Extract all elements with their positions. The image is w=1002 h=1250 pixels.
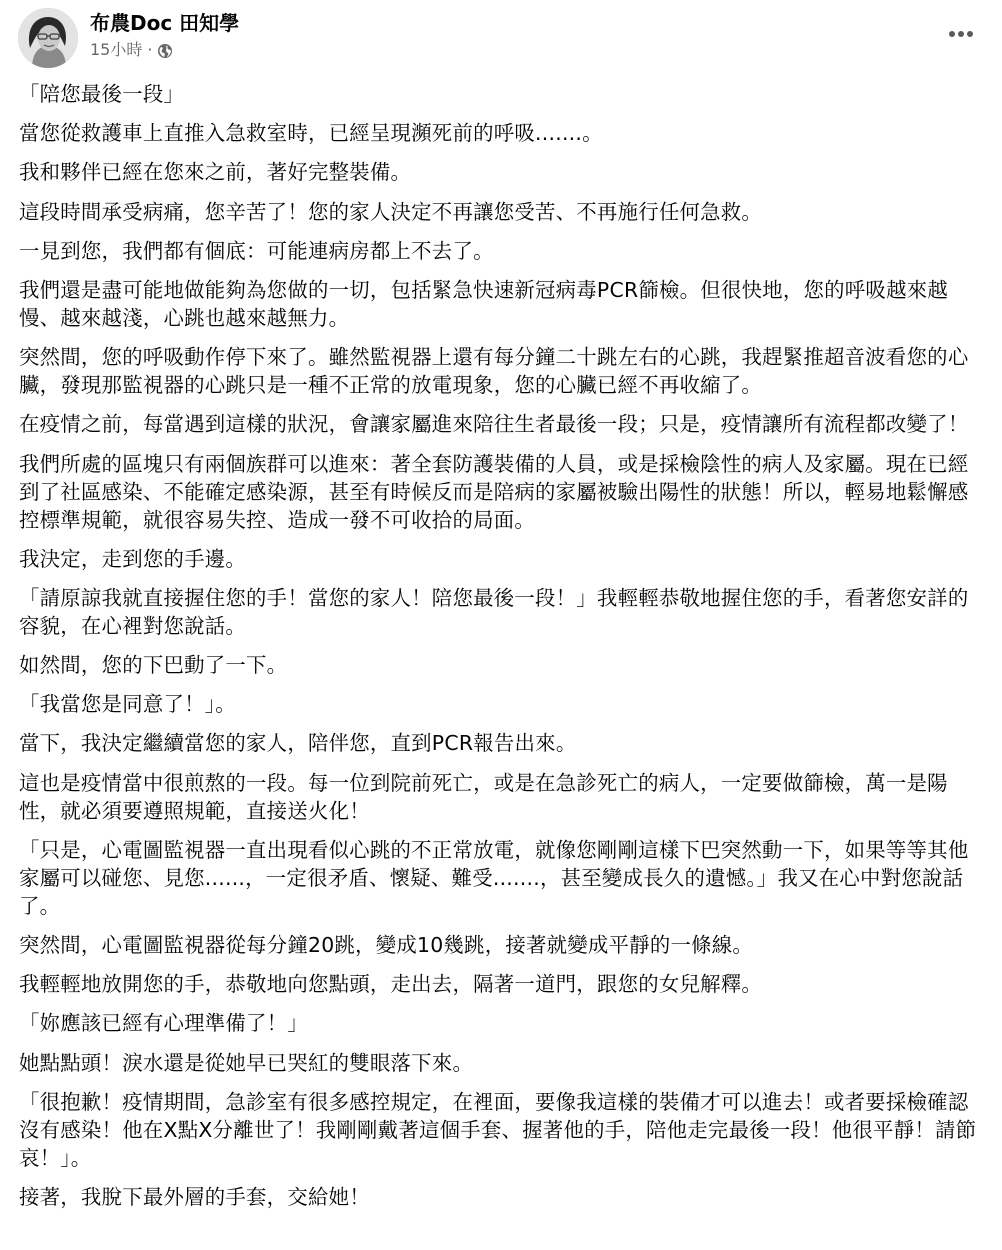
post-paragraph: 「妳應該已經有心理準備了！」 <box>19 1011 308 1036</box>
post-paragraph: 在疫情之前，每當遇到這樣的狀況，會讓家屬進來陪往生者最後一段；只是，疫情讓所有流程都改變了！ <box>19 412 969 437</box>
post-paragraph: 我們還是盡可能地做能夠為您做的一切，包括緊急快速新冠病毒PCR篩檢。但很快地，您的呼吸越來越慢、越來越淺，心跳也越來越無力。 <box>19 277 948 330</box>
post-paragraph: 一見到您，我們都有個底：可能連病房都上不去了。 <box>19 238 494 263</box>
avatar-photo <box>18 8 78 68</box>
post-paragraph: 當下，我決定繼續當您的家人，陪伴您，直到PCR報告出來。 <box>19 731 577 756</box>
post-paragraph: 「只是，心電圖監視器一直出現看似心跳的不正常放電，就像您剛剛這樣下巴突然動一下，如果等等其他家屬可以碰您、見您......，一定很矛盾、懷疑、難受.......，甚至變成長久的遺憾。」我又在心中對您說話了。 <box>19 837 969 918</box>
post-paragraph: 「請原諒我就直接握住您的手！當您的家人！陪您最後一段！」我輕輕恭敬地握住您的手，看著您安詳的容貌，在心裡對您說話。 <box>19 585 969 638</box>
post-meta <box>90 39 173 61</box>
post-paragraph: 我和夥伴已經在您來之前，著好完整裝備。 <box>19 160 412 185</box>
globe-icon <box>157 43 173 59</box>
post-paragraph: 我輕輕地放開您的手，恭敬地向您點頭，走出去，隔著一道門，跟您的女兒解釋。 <box>19 972 763 997</box>
post-paragraph: 這也是疫情當中很煎熬的一段。每一位到院前死亡，或是在急診死亡的病人，一定要做篩檢，萬一是陽性，就必須要遵照規範，直接送火化！ <box>19 770 948 823</box>
post-body <box>19 80 987 1222</box>
more-options-icon[interactable] <box>946 24 976 44</box>
post-paragraph: 接著，我脫下最外層的手套，交給她！ <box>19 1184 370 1209</box>
author-name[interactable]: 布農Doc 田知學 <box>90 11 240 35</box>
author-avatar[interactable] <box>18 8 78 68</box>
post-paragraph: 「我當您是同意了！」。 <box>19 692 236 717</box>
post-paragraph: 我們所處的區塊只有兩個族群可以進來：著全套防護裝備的人員，或是採檢陰性的病人及家屬。現在已經到了社區感染、不能確定感染源，甚至有時候反而是陪病的家屬被驗出陽性的狀態！所以，輕易地鬆懈感控標準規範，就很容易失控、造成一發不可收拾的局面。 <box>19 451 969 532</box>
meta-separator: · <box>147 40 153 59</box>
post-paragraph: 當您從救護車上直推入急救室時，已經呈現瀕死前的呼吸.......。 <box>19 121 603 146</box>
post-paragraph: 「陪您最後一段」 <box>19 82 185 106</box>
post-paragraph: 她點點頭！淚水還是從她早已哭紅的雙眼落下來。 <box>19 1050 474 1075</box>
post-paragraph: 我決定，走到您的手邊。 <box>19 546 247 571</box>
post-paragraph: 「很抱歉！疫情期間，急診室有很多感控規定，在裡面，要像我這樣的裝備才可以進去！或者要採檢確認沒有感染！他在X點X分離世了！我剛剛戴著這個手套、握著他的手，陪他走完最後一段！他很平靜！請節哀！」。 <box>19 1089 977 1170</box>
post-timestamp[interactable]: 15小時 <box>90 40 143 59</box>
post-paragraph: 突然間，心電圖監視器從每分鐘20跳，變成10幾跳，接著就變成平靜的一條線。 <box>19 933 754 957</box>
post-paragraph: 突然間，您的呼吸動作停下來了。雖然監視器上還有每分鐘二十跳左右的心跳，我趕緊推超音波看您的心臟，發現那監視器的心跳只是一種不正常的放電現象，您的心臟已經不再收縮了。 <box>19 345 969 398</box>
post-header <box>18 8 984 68</box>
post-paragraph: 這段時間承受病痛，您辛苦了！您的家人決定不再讓您受苦、不再施行任何急救。 <box>19 199 763 224</box>
post-paragraph: 如然間，您的下巴動了一下。 <box>19 653 288 678</box>
